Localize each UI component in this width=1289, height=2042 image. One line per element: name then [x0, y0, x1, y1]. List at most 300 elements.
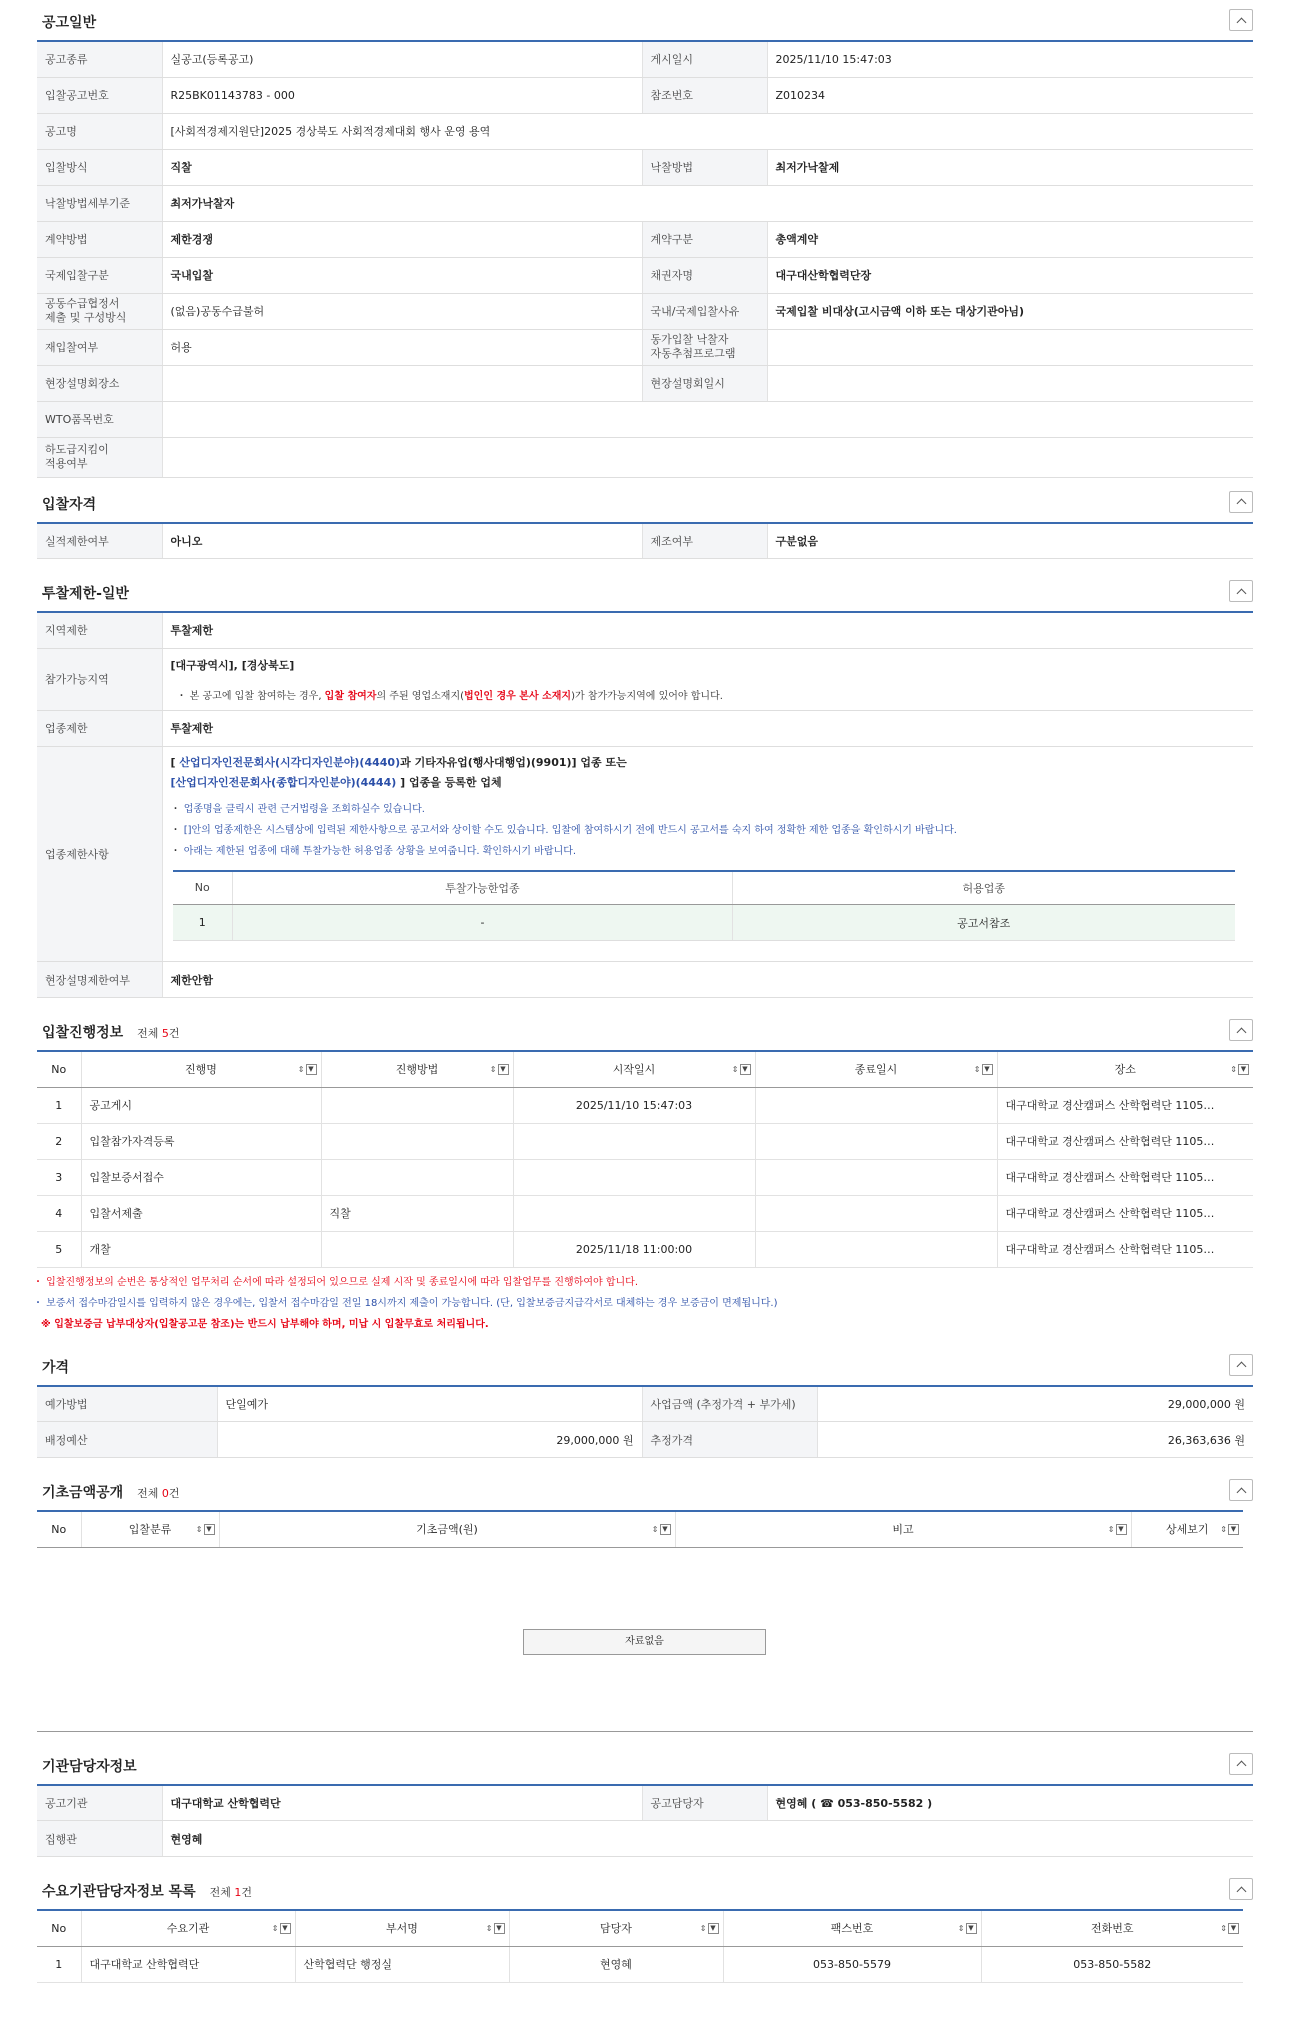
field-value: 구분없음 — [767, 523, 1253, 559]
sort-control[interactable] — [1220, 1923, 1239, 1934]
table-row — [37, 648, 1253, 710]
table-cell: 1 — [37, 1946, 81, 1982]
filter-dropdown-icon[interactable]: ▼ — [708, 1923, 719, 1934]
collapse-button[interactable] — [1229, 9, 1253, 31]
field-label: 현장설명회일시 — [642, 365, 767, 401]
base-empty-area — [37, 1548, 1253, 1732]
field-value: 현영혜 ( ☎ 053-850-5582 ) — [767, 1785, 1253, 1821]
area-note — [171, 687, 1246, 702]
sort-control[interactable] — [272, 1923, 291, 1934]
filter-dropdown-icon[interactable]: ▼ — [306, 1064, 317, 1075]
column-header[interactable] — [81, 1051, 321, 1087]
table-cell: 1 — [37, 1087, 81, 1123]
table-header-row — [37, 1910, 1243, 1946]
sort-control[interactable] — [958, 1923, 977, 1934]
table-row — [37, 1087, 1253, 1123]
field-value: 2025/11/10 15:47:03 — [767, 41, 1253, 77]
area-value: [대구광역시], [경상북도] — [170, 658, 295, 672]
count-suffix: 건 — [168, 1487, 180, 1500]
price-table — [37, 1385, 1253, 1459]
table-cell — [755, 1159, 997, 1195]
note-item: ※ 입찰보증금 납부대상자(입찰공고문 참조)는 반드시 납부해야 하며, 미납 시 입찰무효로 처리됩니다. — [41, 1318, 489, 1330]
table-row — [37, 1231, 1253, 1267]
header-label: 비고 — [892, 1523, 914, 1537]
field-value: 26,363,636 원 — [817, 1422, 1253, 1458]
table-cell: 053-850-5582 — [981, 1946, 1243, 1982]
field-value: 실공고(등록공고) — [162, 41, 642, 77]
sort-icon[interactable]: ⇕ — [651, 1524, 659, 1534]
table-cell: 입찰참가자격등록 — [81, 1123, 321, 1159]
progress-notes — [33, 1272, 1253, 1335]
field-value: R25BK01143783 - 000 — [162, 77, 642, 113]
note-item: ・ 업종명을 클릭시 관련 근거법령을 조회하실수 있습니다. — [170, 803, 425, 815]
table-cell: 2025/11/10 15:47:03 — [513, 1087, 755, 1123]
field-value: 투찰제한 — [162, 612, 1253, 648]
section-title: 가격 — [42, 1359, 70, 1376]
section-header-qualification — [37, 482, 1253, 522]
table-header-row — [37, 1051, 1253, 1087]
base-table — [37, 1510, 1243, 1548]
column-header[interactable] — [723, 1910, 981, 1946]
table-row — [37, 710, 1253, 746]
label-line: 공동수급협정서 — [45, 297, 120, 310]
table-cell — [755, 1087, 997, 1123]
section-header-base — [37, 1470, 1253, 1510]
filter-dropdown-icon[interactable]: ▼ — [1228, 1923, 1239, 1934]
count-number: 1 — [234, 1886, 242, 1899]
sort-icon[interactable]: ⇕ — [1220, 1923, 1227, 1933]
table-cell: 대구대학교 경산캠퍼스 산학협력단 1105… — [997, 1159, 1253, 1195]
table-cell — [321, 1087, 513, 1123]
field-label: 실적제한여부 — [37, 523, 162, 559]
note-text: []안의 업종제한은 시스템상에 입력된 제한사항으로 공고서와 상이할 수도 있습니다. 입찰에 참여하시기 전에 반드시 공고서를 숙지 하여 정확한 제한 업종을 확인하시기 바랍니다. — [183, 824, 957, 836]
table-cell — [513, 1123, 755, 1159]
field-value: 허용 — [162, 329, 642, 365]
title-text: 기초금액공개 — [42, 1485, 124, 1501]
field-label: 국내/국제입찰사유 — [642, 293, 767, 329]
qualification-table — [37, 522, 1253, 560]
field-value — [162, 401, 1253, 437]
table-row — [37, 401, 1253, 437]
table-row — [37, 1946, 1243, 1982]
column-header: 투찰가능한업종 — [233, 871, 733, 905]
table-row — [37, 221, 1253, 257]
sort-control[interactable] — [1108, 1524, 1127, 1535]
industry-line — [171, 773, 1234, 793]
table-cell: 개찰 — [81, 1231, 321, 1267]
field-value — [162, 746, 1253, 962]
field-label: 업종제한사항 — [37, 746, 162, 962]
filter-dropdown-icon[interactable]: ▼ — [498, 1064, 509, 1075]
sort-control[interactable] — [1230, 1064, 1249, 1075]
table-cell: 3 — [37, 1159, 81, 1195]
header-label: 팩스번호 — [830, 1922, 874, 1936]
total-count — [210, 1886, 252, 1899]
sort-icon[interactable]: ⇕ — [731, 1064, 739, 1074]
table-row — [37, 149, 1253, 185]
field-label: 계약방법 — [37, 221, 162, 257]
filter-dropdown-icon[interactable]: ▼ — [740, 1064, 751, 1075]
chevron-up-icon — [1236, 1886, 1246, 1896]
field-value — [162, 648, 1253, 710]
filter-dropdown-icon[interactable]: ▼ — [660, 1524, 671, 1535]
count-number: 0 — [161, 1487, 169, 1500]
table-cell: 대구대학교 경산캠퍼스 산학협력단 1105… — [997, 1231, 1253, 1267]
header-label: 입찰분류 — [128, 1523, 172, 1537]
filter-dropdown-icon[interactable]: ▼ — [982, 1064, 993, 1075]
field-value — [162, 437, 1253, 477]
field-value: 대구대학교 산학협력단 — [162, 1785, 642, 1821]
column-header: No — [37, 1511, 81, 1547]
table-cell: 2 — [37, 1123, 81, 1159]
field-value: 직찰 — [162, 149, 642, 185]
table-cell: 산학협력단 행정실 — [295, 1946, 509, 1982]
table-cell — [321, 1231, 513, 1267]
field-value — [767, 329, 1253, 365]
field-value: [사회적경제지원단]2025 경상북도 사회적경제대회 행사 운영 용역 — [162, 113, 1253, 149]
field-label: 참가가능지역 — [37, 648, 162, 710]
table-header-row — [173, 871, 1235, 905]
sort-icon[interactable]: ⇕ — [489, 1064, 497, 1074]
industry-link[interactable]: 산업디자인전문회사(시각디자인분야)(4440) — [179, 755, 401, 769]
column-header[interactable] — [997, 1051, 1253, 1087]
section-title: 기관담당자정보 — [42, 1758, 137, 1775]
chevron-up-icon — [1236, 588, 1246, 598]
field-value — [162, 365, 642, 401]
column-header[interactable] — [219, 1511, 675, 1547]
column-header: No — [37, 1910, 81, 1946]
table-cell — [513, 1195, 755, 1231]
note-item: ・ 입찰진행정보의 순번은 통상적인 업무처리 순서에 따라 설정되어 있으므로 실제 시작 및 종료일시에 따라 입찰업무를 진행하여야 합니다. — [33, 1276, 638, 1288]
field-label — [37, 293, 162, 329]
table-row — [37, 257, 1253, 293]
sort-icon[interactable]: ⇕ — [1107, 1524, 1115, 1534]
sort-icon[interactable]: ⇕ — [957, 1923, 965, 1933]
table-cell: 입찰보증서접수 — [81, 1159, 321, 1195]
sort-icon[interactable]: ⇕ — [1230, 1064, 1237, 1074]
sort-icon[interactable]: ⇕ — [485, 1923, 493, 1933]
sort-icon[interactable]: ⇕ — [271, 1923, 279, 1933]
table-cell: 직찰 — [321, 1195, 513, 1231]
demand-table-wrap — [37, 1909, 1243, 1983]
column-header: 허용업종 — [733, 871, 1235, 905]
table-cell: 입찰서제출 — [81, 1195, 321, 1231]
field-value: 제한경쟁 — [162, 221, 642, 257]
note-item: ・ []안의 업종제한은 시스템상에 입력된 제한사항으로 공고서와 상이할 수도 있습니다. 입찰에 참여하시기 전에 반드시 공고서를 숙지 하여 정확한 제한 업종을 확인하시기 바랍니다. — [170, 824, 957, 836]
sort-control[interactable] — [298, 1064, 317, 1075]
table-row — [37, 1422, 1253, 1458]
note-highlight: 입찰 참여자 — [324, 690, 377, 702]
table-row — [173, 905, 1235, 941]
field-value: 최저가낙찰자 — [162, 185, 1253, 221]
collapse-button[interactable] — [1229, 1019, 1253, 1041]
field-label: 공고종류 — [37, 41, 162, 77]
table-row — [37, 523, 1253, 559]
field-label: 참조번호 — [642, 77, 767, 113]
column-header[interactable] — [513, 1051, 755, 1087]
field-value: 아니오 — [162, 523, 642, 559]
filter-dropdown-icon[interactable]: ▼ — [1238, 1064, 1249, 1075]
table-cell: 1 — [173, 905, 233, 941]
column-header[interactable] — [81, 1511, 219, 1547]
section-title: 투찰제한-일반 — [42, 586, 129, 602]
field-label — [642, 329, 767, 365]
field-label: 현장설명제한여부 — [37, 962, 162, 998]
table-row — [37, 1785, 1253, 1821]
table-cell — [321, 1159, 513, 1195]
header-label: 장소 — [1114, 1063, 1136, 1077]
filter-dropdown-icon[interactable]: ▼ — [204, 1524, 215, 1535]
column-header[interactable] — [295, 1910, 509, 1946]
sort-icon[interactable]: ⇕ — [297, 1064, 305, 1074]
field-value: 현영혜 — [162, 1821, 1253, 1857]
field-label: 국제입찰구분 — [37, 257, 162, 293]
table-row — [37, 113, 1253, 149]
note-text: )가 참가가능지역에 있어야 합니다. — [571, 690, 723, 702]
collapse-button[interactable] — [1229, 1753, 1253, 1775]
restriction-table — [37, 611, 1253, 998]
no-data-message: 자료없음 — [523, 1629, 766, 1655]
section-header-general — [37, 0, 1253, 40]
field-label: 낙찰방법 — [642, 149, 767, 185]
section-header-progress — [37, 1010, 1253, 1050]
column-header[interactable] — [1131, 1511, 1243, 1547]
sort-icon[interactable]: ⇕ — [1220, 1524, 1227, 1534]
table-row — [37, 1123, 1253, 1159]
field-value: 제한안함 — [162, 962, 1253, 998]
table-row — [37, 1386, 1253, 1422]
table-cell: - — [233, 905, 733, 941]
collapse-button[interactable] — [1229, 1354, 1253, 1376]
label-line: 제출 및 구성방식 — [45, 311, 127, 324]
field-value: 국내입찰 — [162, 257, 642, 293]
header-label: 종료일시 — [854, 1063, 898, 1077]
field-label: 집행관 — [37, 1821, 162, 1857]
table-cell: 공고게시 — [81, 1087, 321, 1123]
total-count — [137, 1027, 179, 1040]
section-title: 공고일반 — [42, 15, 97, 31]
table-cell: 현영혜 — [509, 1946, 723, 1982]
table-row — [37, 437, 1253, 477]
field-label: 추정가격 — [642, 1422, 817, 1458]
table-row — [37, 41, 1253, 77]
sort-control[interactable] — [1220, 1524, 1239, 1535]
column-header[interactable] — [81, 1910, 295, 1946]
table-row — [37, 185, 1253, 221]
filter-dropdown-icon[interactable]: ▼ — [280, 1923, 291, 1934]
section-title: 입찰자격 — [42, 496, 97, 513]
filter-dropdown-icon[interactable]: ▼ — [494, 1923, 505, 1934]
sort-control[interactable] — [700, 1923, 719, 1934]
field-value: 최저가낙찰제 — [767, 149, 1253, 185]
table-cell: 4 — [37, 1195, 81, 1231]
table-row — [37, 1821, 1253, 1857]
table-cell: 대구대학교 경산캠퍼스 산학협력단 1105… — [997, 1087, 1253, 1123]
officer-table — [37, 1784, 1253, 1858]
label-line: 하도급지킴이 — [45, 443, 109, 456]
field-label — [37, 437, 162, 477]
field-label: 공고명 — [37, 113, 162, 149]
chevron-up-icon — [1236, 1487, 1246, 1497]
sort-control[interactable] — [486, 1923, 505, 1934]
table-header-row — [37, 1511, 1243, 1547]
table-row — [37, 962, 1253, 998]
column-header[interactable] — [755, 1051, 997, 1087]
table-cell — [755, 1123, 997, 1159]
industry-link[interactable]: [산업디자인전문회사(종합디자인분야)(4444) — [170, 775, 397, 789]
table-cell: 대구대학교 경산캠퍼스 산학협력단 1105… — [997, 1123, 1253, 1159]
field-label: 재입찰여부 — [37, 329, 162, 365]
column-header[interactable] — [675, 1511, 1131, 1547]
count-prefix: 전체 — [137, 1027, 162, 1040]
table-cell: 5 — [37, 1231, 81, 1267]
field-value: 단일예가 — [217, 1386, 642, 1422]
industry-line — [171, 753, 1234, 773]
table-row — [37, 612, 1253, 648]
section-title — [42, 1881, 252, 1901]
section-header-demand — [37, 1869, 1253, 1909]
sort-control[interactable] — [732, 1064, 751, 1075]
field-value: 29,000,000 원 — [817, 1386, 1253, 1422]
note-highlight: 법인인 경우 본사 소재지 — [464, 690, 572, 702]
demand-table — [37, 1909, 1243, 1983]
header-label: 부서명 — [386, 1922, 418, 1936]
filter-dropdown-icon[interactable]: ▼ — [1116, 1524, 1127, 1535]
field-label: 입찰공고번호 — [37, 77, 162, 113]
table-cell — [321, 1123, 513, 1159]
column-header: No — [37, 1051, 81, 1087]
field-label: 공고기관 — [37, 1785, 162, 1821]
section-header-price — [37, 1345, 1253, 1385]
field-label: WTO품목번호 — [37, 401, 162, 437]
count-prefix: 전체 — [209, 1886, 235, 1899]
collapse-button[interactable] — [1229, 491, 1253, 513]
header-label: 상세보기 — [1165, 1523, 1209, 1537]
progress-table — [37, 1050, 1253, 1268]
column-header[interactable] — [981, 1910, 1243, 1946]
column-header: No — [173, 871, 233, 905]
field-label: 낙찰방법세부기준 — [37, 185, 162, 221]
table-cell: 대구대학교 경산캠퍼스 산학협력단 1105… — [997, 1195, 1253, 1231]
base-table-wrap — [37, 1510, 1243, 1548]
section-header-restriction — [37, 571, 1253, 611]
table-row — [37, 1159, 1253, 1195]
title-text: 입찰진행정보 — [42, 1025, 124, 1041]
label-line: 자동추첨프로그램 — [650, 347, 736, 360]
sort-control[interactable] — [196, 1524, 215, 1535]
field-value: 투찰제한 — [162, 710, 1253, 746]
page-content — [33, 0, 1253, 1983]
field-value: (없음)공동수급불허 — [162, 293, 642, 329]
note-text: 업종명을 클릭시 관련 근거법령을 조회하실수 있습니다. — [183, 803, 425, 815]
field-label: 지역제한 — [37, 612, 162, 648]
header-label: 담당자 — [600, 1922, 632, 1936]
total-count — [137, 1487, 179, 1500]
collapse-button[interactable] — [1229, 1878, 1253, 1900]
section-title — [42, 1022, 180, 1042]
sort-control[interactable] — [490, 1064, 509, 1075]
filter-dropdown-icon[interactable]: ▼ — [966, 1923, 977, 1934]
header-label: 시작일시 — [612, 1063, 656, 1077]
note-item: ・ 아래는 제한된 업종에 대해 투찰가능한 허용업종 상황을 보여줍니다. 확인하시기 바랍니다. — [170, 845, 577, 857]
field-value: 29,000,000 원 — [217, 1422, 642, 1458]
label-line: 동가입찰 낙찰자 — [650, 333, 729, 346]
general-table — [37, 40, 1253, 478]
field-value: 대구대산학협력단장 — [767, 257, 1253, 293]
sort-control[interactable] — [974, 1064, 993, 1075]
field-label: 공고담당자 — [642, 1785, 767, 1821]
header-label: 수요기관 — [166, 1922, 210, 1936]
header-label: 진행방법 — [395, 1063, 439, 1077]
header-label: 진행명 — [185, 1063, 217, 1077]
title-text: 수요기관담당자정보 목록 — [42, 1884, 196, 1900]
table-row — [37, 77, 1253, 113]
note-item: ・ 보증서 접수마감일시를 입력하지 않은 경우에는, 입찰서 접수마감일 전일 18시까지 제출이 가능합니다. (단, 입찰보증금지급각서로 대체하는 경우 보증금이 면제됩니다.) — [33, 1297, 778, 1309]
section-header-officer — [37, 1744, 1253, 1784]
count-suffix: 건 — [168, 1027, 180, 1040]
field-label: 입찰방식 — [37, 149, 162, 185]
field-label: 사업금액 (추정가격 + 부가세) — [642, 1386, 817, 1422]
sort-control[interactable] — [652, 1524, 671, 1535]
sort-icon[interactable]: ⇕ — [973, 1064, 981, 1074]
label-line: 적용여부 — [45, 457, 88, 470]
chevron-up-icon — [1236, 1761, 1246, 1771]
table-row — [37, 1195, 1253, 1231]
note-text: 의 주된 영업소재지( — [376, 690, 465, 702]
header-label: 전화번호 — [1090, 1922, 1134, 1936]
column-header[interactable] — [509, 1910, 723, 1946]
table-cell: 대구대학교 산학협력단 — [81, 1946, 295, 1982]
chevron-up-icon — [1236, 17, 1246, 27]
table-cell — [513, 1159, 755, 1195]
field-label: 업종제한 — [37, 710, 162, 746]
count-suffix: 건 — [241, 1886, 253, 1899]
industry-text: ] 업종을 등록한 업체 — [396, 775, 502, 789]
field-label: 채권자명 — [642, 257, 767, 293]
field-value: 국제입찰 비대상(고시금액 이하 또는 대상기관아님) — [767, 293, 1253, 329]
table-row — [37, 365, 1253, 401]
field-label: 게시일시 — [642, 41, 767, 77]
collapse-button[interactable] — [1229, 580, 1253, 602]
table-cell: 공고서참조 — [733, 905, 1235, 941]
table-cell: 053-850-5579 — [723, 1946, 981, 1982]
field-label: 배정예산 — [37, 1422, 217, 1458]
table-cell: 2025/11/18 11:00:00 — [513, 1231, 755, 1267]
sort-icon[interactable]: ⇕ — [195, 1524, 203, 1534]
table-cell — [755, 1231, 997, 1267]
filter-dropdown-icon[interactable]: ▼ — [1228, 1524, 1239, 1535]
bracket: [ — [170, 755, 180, 769]
field-label: 현장설명회장소 — [37, 365, 162, 401]
table-row — [37, 329, 1253, 365]
restriction-notes — [171, 799, 1234, 862]
header-label: 기초금액(원) — [416, 1523, 478, 1537]
column-header[interactable] — [321, 1051, 513, 1087]
count-number: 5 — [161, 1027, 169, 1040]
collapse-button[interactable] — [1229, 1479, 1253, 1501]
sort-icon[interactable]: ⇕ — [699, 1923, 707, 1933]
chevron-up-icon — [1236, 1027, 1246, 1037]
table-cell — [755, 1195, 997, 1231]
field-value: 총액계약 — [767, 221, 1253, 257]
table-row — [37, 293, 1253, 329]
field-value: Z010234 — [767, 77, 1253, 113]
industry-text: 과 기타자유업(행사대행업)(9901)] 업종 또는 — [400, 755, 627, 769]
field-label: 제조여부 — [642, 523, 767, 559]
note-text: 아래는 제한된 업종에 대해 투찰가능한 허용업종 상황을 보여줍니다. 확인하시기 바랍니다. — [183, 845, 577, 857]
chevron-up-icon — [1236, 499, 1246, 509]
field-label: 계약구분 — [642, 221, 767, 257]
